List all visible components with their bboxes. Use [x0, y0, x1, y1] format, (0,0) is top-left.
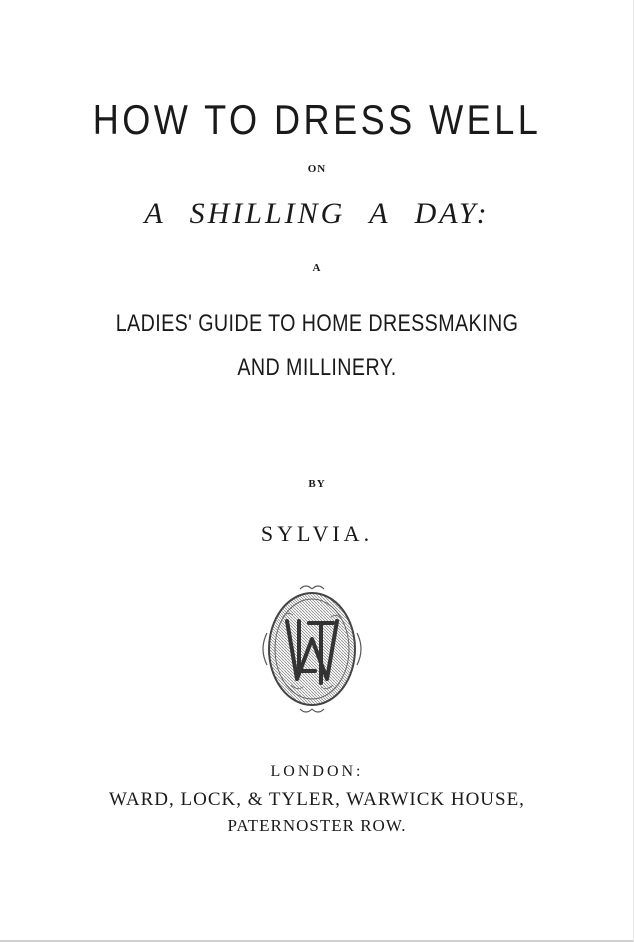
guide-line-1: LADIES' GUIDE TO HOME DRESSMAKING	[115, 310, 519, 337]
book-subtitle: A SHILLING A DAY:	[144, 197, 490, 230]
imprint-address: PATERNOSTER ROW.	[227, 816, 407, 835]
title-connector-a: A	[312, 262, 322, 274]
imprint-publisher: WARD, LOCK, & TYLER, WARWICK HOUSE,	[109, 789, 525, 810]
book-title: HOW TO DRESS WELL	[92, 96, 542, 143]
guide-line-2: AND MILLINERY.	[237, 354, 397, 381]
imprint-place: LONDON:	[270, 763, 364, 780]
publisher-monogram-icon	[257, 583, 367, 715]
title-connector-on: ON	[307, 163, 327, 175]
author-name: SYLVIA.	[260, 521, 374, 546]
by-label: BY	[308, 478, 326, 490]
